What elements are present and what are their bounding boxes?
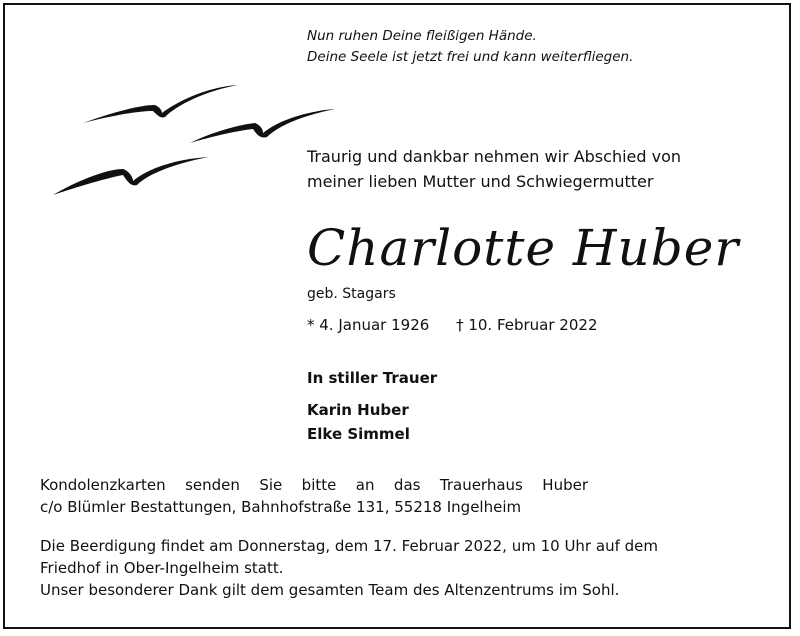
condolence-line-2: c/o Blümler Bestattungen, Bahnhofstraße 131, 55218 Ingelheim [40, 498, 522, 516]
thanks-line: Unser besonderer Dank gilt dem gesamten Team des Altenzentrums im Sohl. [40, 581, 620, 599]
deceased-name: Charlotte Huber [307, 219, 740, 277]
funeral-line-2: Friedhof in Ober-Ingelheim statt. [40, 559, 284, 577]
death-date: † 10. Februar 2022 [456, 316, 598, 334]
condolence-note [40, 474, 588, 518]
mourners-heading: In stiller Trauer [307, 369, 438, 387]
verse [307, 26, 633, 68]
funeral-line-1: Die Beerdigung findet am Donnerstag, dem 17. Februar 2022, um 10 Uhr auf dem [40, 537, 658, 555]
mourner-name: Karin Huber [307, 401, 409, 419]
verse-line-2: Deine Seele ist jetzt frei und kann weiterfliegen. [307, 49, 634, 65]
verse-line-1: Nun ruhen Deine fleißigen Hände. [307, 28, 537, 44]
condolence-line-1: Kondolenzkarten senden Sie bitte an das Trauerhaus Huber [40, 476, 588, 494]
intro-text [307, 144, 681, 194]
mourner-name: Elke Simmel [307, 425, 410, 443]
birth-date: * 4. Januar 1926 [307, 316, 430, 334]
intro-line-2: meiner lieben Mutter und Schwiegermutter [307, 172, 654, 191]
intro-line-1: Traurig und dankbar nehmen wir Abschied von [307, 147, 682, 166]
funeral-info [40, 535, 658, 601]
life-dates [307, 316, 598, 334]
birds-icon [45, 75, 345, 205]
birth-name: geb. Stagars [307, 286, 396, 302]
